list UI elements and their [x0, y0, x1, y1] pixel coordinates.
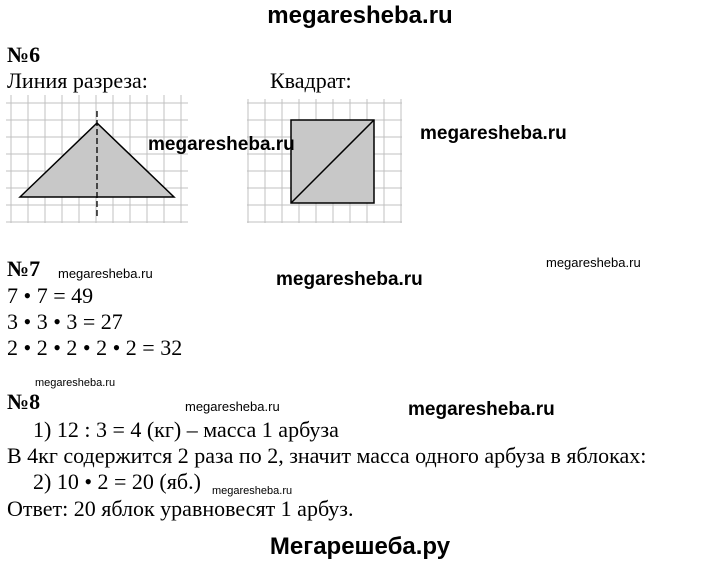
site-header: megaresheba.ru — [267, 2, 453, 29]
task7-line-3: 2 • 2 • 2 • 2 • 2 = 32 — [7, 335, 183, 360]
watermark: megaresheba.ru — [276, 269, 423, 290]
task8-number: №8 — [7, 389, 41, 414]
watermark: megaresheba.ru — [148, 134, 295, 155]
task7-line-1: 7 • 7 = 49 — [7, 283, 94, 308]
task6-number: №6 — [7, 42, 41, 67]
task7-line-2: 3 • 3 • 3 = 27 — [7, 309, 123, 334]
task8-step-2: 2) 10 • 2 = 20 (яб.) — [33, 469, 201, 494]
triangle-figure — [6, 95, 188, 223]
square-label: Квадрат: — [270, 68, 352, 93]
task8-explanation: В 4кг содержится 2 раза по 2, значит масса одного арбуза в яблоках: — [7, 443, 647, 468]
watermark: megaresheba.ru — [212, 485, 293, 497]
watermark: megaresheba.ru — [35, 377, 116, 389]
watermark: megaresheba.ru — [58, 266, 153, 281]
task8-answer: Ответ: 20 яблок уравновесят 1 арбуз. — [7, 496, 354, 521]
task7-number: №7 — [7, 256, 41, 281]
watermark: megaresheba.ru — [420, 123, 567, 144]
task8-step-1: 1) 12 : 3 = 4 (кг) – масса 1 арбуза — [33, 417, 339, 442]
square-figure — [247, 99, 402, 223]
watermark: megaresheba.ru — [546, 255, 641, 270]
cut-line-label: Линия разреза: — [7, 68, 148, 93]
watermark: megaresheba.ru — [185, 399, 280, 414]
watermark: megaresheba.ru — [408, 399, 555, 420]
site-footer: Мегарешеба.ру — [269, 533, 451, 560]
